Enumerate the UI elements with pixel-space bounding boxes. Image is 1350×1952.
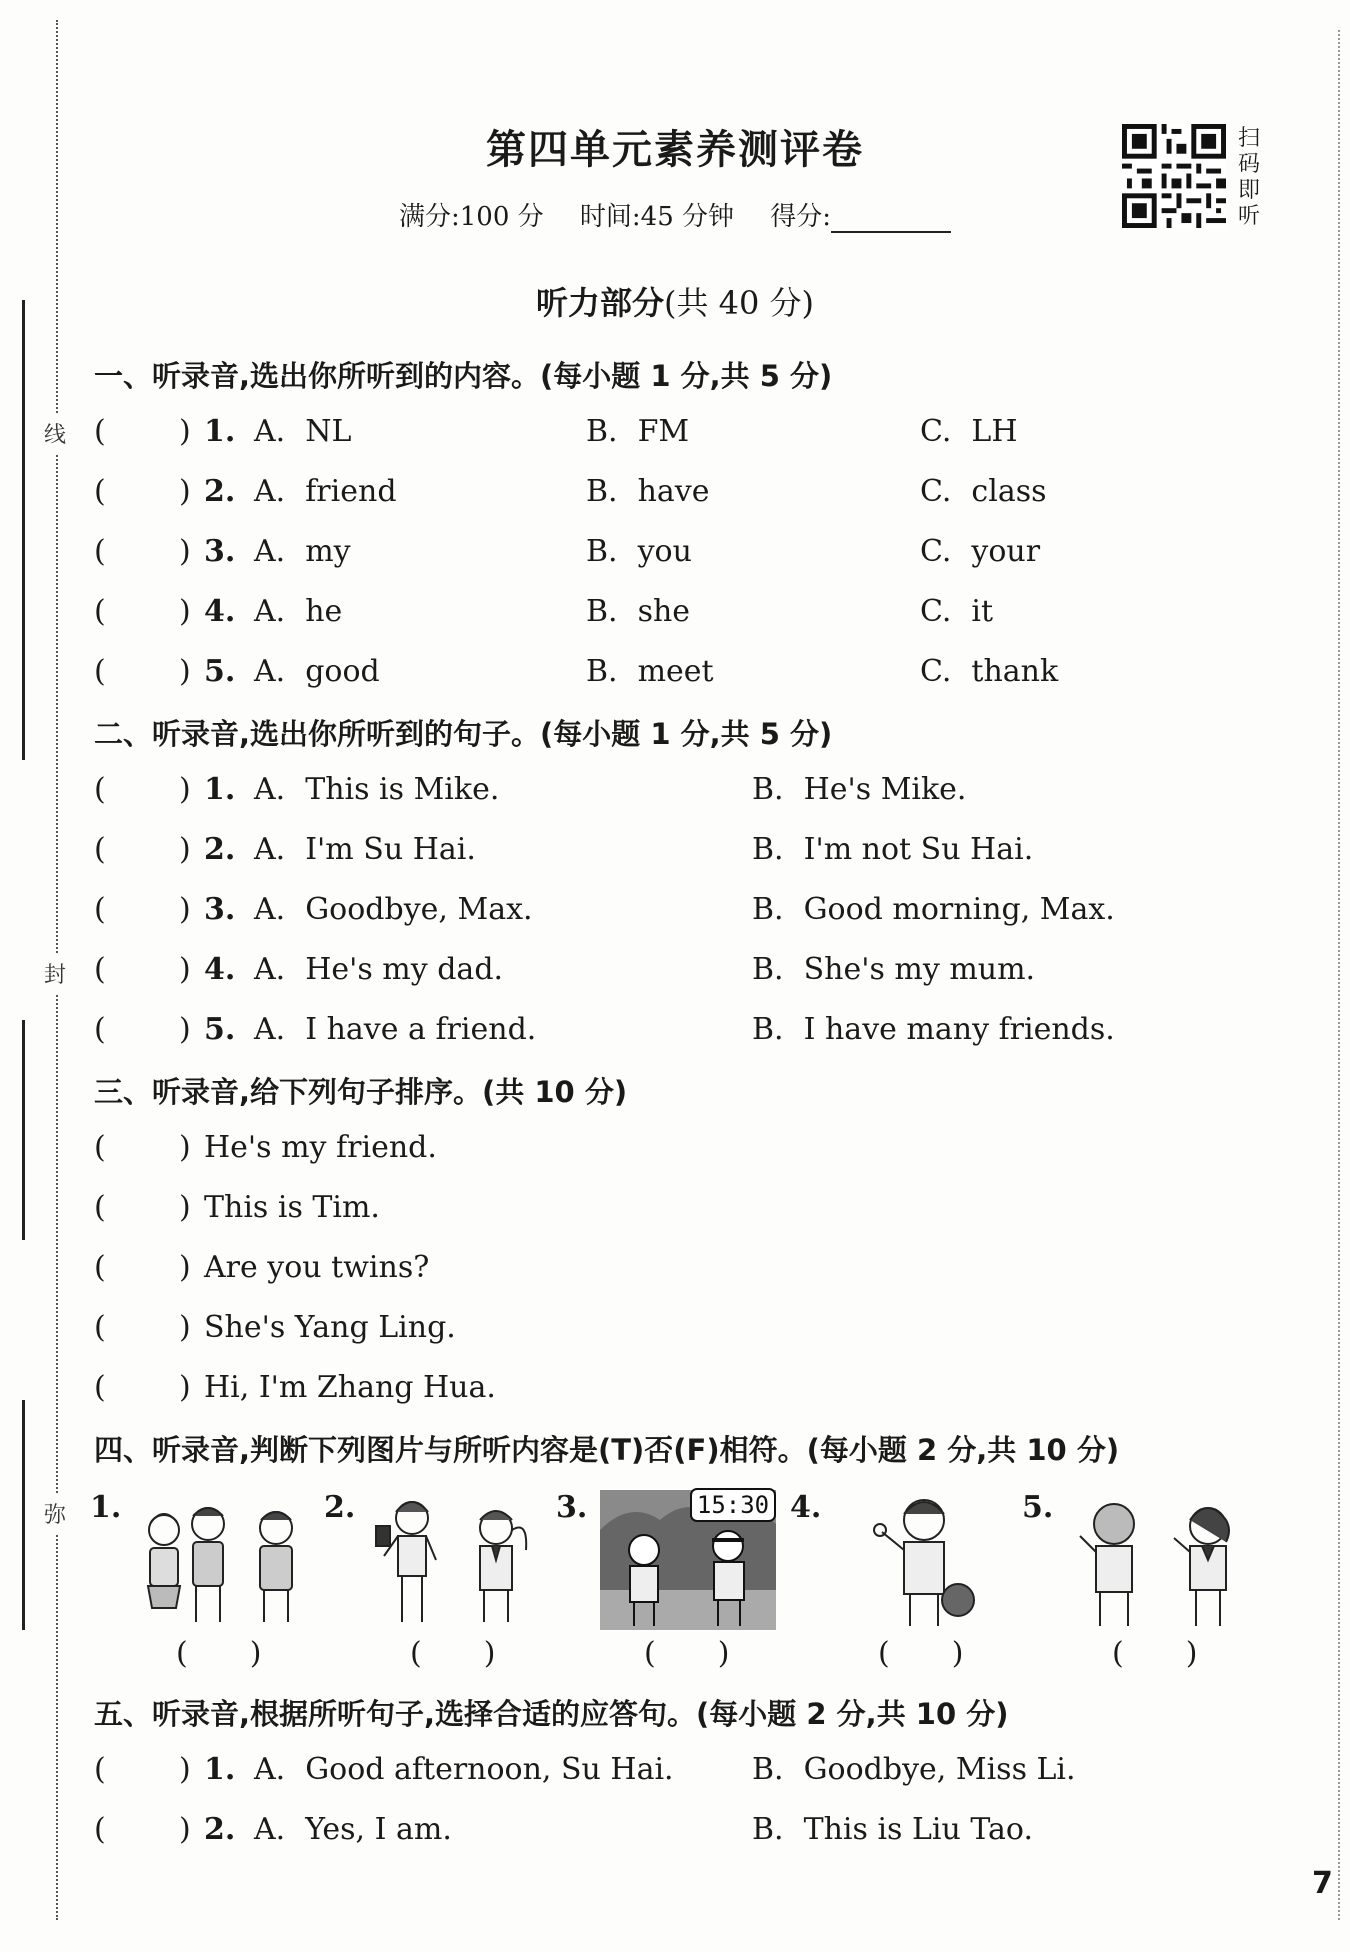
answer-paren-close: ) xyxy=(179,832,191,867)
question-number: 2. xyxy=(204,832,236,867)
question-number: 1. xyxy=(204,772,236,807)
section-points: (共 10 分) xyxy=(482,1075,628,1109)
option-a[interactable]: A. good xyxy=(254,654,380,689)
option-a[interactable]: A. I have a friend. xyxy=(254,1012,537,1047)
picture-number: 3. xyxy=(556,1490,588,1525)
answer-paren-close: ) xyxy=(179,892,191,927)
option-c[interactable]: C. class xyxy=(920,474,1047,509)
option-a[interactable]: A. my xyxy=(254,534,351,569)
section-points: (每小题 2 分,共 10 分) xyxy=(696,1697,1009,1731)
option-b[interactable]: B. meet xyxy=(586,654,714,689)
answer-paren-close: ) xyxy=(179,1250,191,1285)
answer-paren-close: ) xyxy=(179,474,191,509)
picture-boy-and-girl xyxy=(1064,1490,1250,1630)
section-points: (每小题 2 分,共 10 分) xyxy=(806,1433,1120,1467)
part-points: (共 40 分) xyxy=(663,284,815,322)
section-heading-text: 二、听录音,选出你所听到的句子。 xyxy=(94,717,541,751)
option-a[interactable]: A. he xyxy=(254,594,343,629)
score-blank[interactable] xyxy=(831,231,951,233)
option-b[interactable]: B. She's my mum. xyxy=(752,952,1036,987)
option-a[interactable]: A. Good afternoon, Su Hai. xyxy=(254,1752,674,1787)
ordering-sentence: This is Tim. xyxy=(204,1190,380,1225)
answer-paren[interactable]: ( ) xyxy=(644,1636,730,1671)
option-c[interactable]: C. thank xyxy=(920,654,1059,689)
section-4-heading xyxy=(94,1428,1119,1469)
answer-paren-open[interactable]: ( xyxy=(94,1012,106,1047)
qr-label-char: 听 xyxy=(1237,204,1260,229)
score-field xyxy=(770,202,951,232)
answer-paren-open[interactable]: ( xyxy=(94,1310,106,1345)
answer-paren-open[interactable]: ( xyxy=(94,892,106,927)
page-title: 第四单元素养测评卷 xyxy=(486,126,864,173)
question-number: 4. xyxy=(204,594,236,629)
picture-number: 2. xyxy=(324,1490,356,1525)
option-c[interactable]: C. LH xyxy=(920,414,1018,449)
option-b[interactable]: B. FM xyxy=(586,414,690,449)
margin-char-seal: 封 xyxy=(44,954,66,993)
answer-paren-open[interactable]: ( xyxy=(94,1752,106,1787)
question-number: 3. xyxy=(204,534,236,569)
section-5-heading xyxy=(94,1692,1009,1733)
qr-code-icon[interactable] xyxy=(1122,124,1226,228)
answer-paren-close: ) xyxy=(179,1752,191,1787)
margin-bar xyxy=(22,300,25,760)
option-b[interactable]: B. she xyxy=(586,594,691,629)
answer-paren-close: ) xyxy=(179,654,191,689)
option-b[interactable]: B. I'm not Su Hai. xyxy=(752,832,1034,867)
question-number: 4. xyxy=(204,952,236,987)
option-c[interactable]: C. it xyxy=(920,594,994,629)
answer-paren-open[interactable]: ( xyxy=(94,1250,106,1285)
picture-boy-waving xyxy=(860,1490,990,1630)
clock-time: 15:30 xyxy=(696,1491,770,1519)
option-a[interactable]: A. I'm Su Hai. xyxy=(254,832,476,867)
answer-paren-open[interactable]: ( xyxy=(94,772,106,807)
section-1-heading xyxy=(94,354,832,395)
answer-paren[interactable]: ( ) xyxy=(878,1636,964,1671)
clock-display xyxy=(690,1488,776,1522)
answer-paren-close: ) xyxy=(179,1812,191,1847)
full-score: 满分:100 分 xyxy=(398,202,544,232)
picture-girl-and-boy xyxy=(366,1490,546,1630)
ordering-sentence: Hi, I'm Zhang Hua. xyxy=(204,1370,496,1405)
answer-paren-open[interactable]: ( xyxy=(94,414,106,449)
section-points: (每小题 1 分,共 5 分) xyxy=(540,359,833,393)
part-title xyxy=(0,278,1350,324)
question-number: 3. xyxy=(204,892,236,927)
option-b[interactable]: B. you xyxy=(586,534,692,569)
answer-paren-open[interactable]: ( xyxy=(94,1370,106,1405)
score-label: 得分: xyxy=(770,202,832,232)
option-a[interactable]: A. Yes, I am. xyxy=(254,1812,452,1847)
margin-char-mi: 弥 xyxy=(44,1494,66,1533)
part-title-text: 听力部分 xyxy=(535,284,664,322)
answer-paren-close: ) xyxy=(179,594,191,629)
option-b[interactable]: B. have xyxy=(586,474,710,509)
option-a[interactable]: A. friend xyxy=(254,474,397,509)
answer-paren-close: ) xyxy=(179,1190,191,1225)
qr-label-char: 即 xyxy=(1237,178,1260,203)
margin-bar xyxy=(22,1020,25,1240)
section-heading-text: 五、听录音,根据所听句子,选择合适的应答句。 xyxy=(94,1697,697,1731)
answer-paren-close: ) xyxy=(179,772,191,807)
section-heading-text: 四、听录音,判断下列图片与所听内容是(T)否(F)相符。 xyxy=(94,1433,807,1467)
qr-label-char: 码 xyxy=(1237,152,1260,177)
qr-label xyxy=(1236,126,1262,230)
option-a[interactable]: A. Goodbye, Max. xyxy=(254,892,533,927)
answer-paren-open[interactable]: ( xyxy=(94,474,106,509)
picture-children-group xyxy=(136,1490,306,1630)
option-a[interactable]: A. NL xyxy=(254,414,352,449)
answer-paren[interactable]: ( ) xyxy=(176,1636,262,1671)
answer-paren-open[interactable]: ( xyxy=(94,594,106,629)
option-a[interactable]: A. He's my dad. xyxy=(254,952,504,987)
question-number: 2. xyxy=(204,1812,236,1847)
answer-paren-open[interactable]: ( xyxy=(94,832,106,867)
question-number: 1. xyxy=(204,1752,236,1787)
answer-paren[interactable]: ( ) xyxy=(1112,1636,1198,1671)
answer-paren-open[interactable]: ( xyxy=(94,1190,106,1225)
option-b[interactable]: B. Goodbye, Miss Li. xyxy=(752,1752,1076,1787)
answer-paren-close: ) xyxy=(179,952,191,987)
option-b[interactable]: B. He's Mike. xyxy=(752,772,967,807)
question-number: 5. xyxy=(204,1012,236,1047)
answer-paren-close: ) xyxy=(179,1130,191,1165)
option-b[interactable]: B. This is Liu Tao. xyxy=(752,1812,1033,1847)
option-c[interactable]: C. your xyxy=(920,534,1041,569)
answer-paren-open[interactable]: ( xyxy=(94,1130,106,1165)
margin-char-line: 线 xyxy=(44,414,66,453)
option-b[interactable]: B. I have many friends. xyxy=(752,1012,1115,1047)
page-number: 7 xyxy=(1312,1866,1333,1901)
margin-bar xyxy=(22,1400,25,1630)
section-points: (每小题 1 分,共 5 分) xyxy=(540,717,833,751)
answer-paren-close: ) xyxy=(179,1310,191,1345)
picture-number: 5. xyxy=(1022,1490,1054,1525)
picture-number: 1. xyxy=(90,1490,122,1525)
section-2-heading xyxy=(94,712,832,753)
ordering-sentence: She's Yang Ling. xyxy=(204,1310,456,1345)
question-number: 5. xyxy=(204,654,236,689)
answer-paren-close: ) xyxy=(179,1370,191,1405)
section-3-heading xyxy=(94,1070,627,1111)
section-heading-text: 一、听录音,选出你所听到的内容。 xyxy=(94,359,541,393)
picture-number: 4. xyxy=(790,1490,822,1525)
answer-paren-open[interactable]: ( xyxy=(94,952,106,987)
answer-paren-open[interactable]: ( xyxy=(94,1812,106,1847)
time-limit: 时间:45 分钟 xyxy=(579,202,734,232)
ordering-sentence: He's my friend. xyxy=(204,1130,437,1165)
answer-paren[interactable]: ( ) xyxy=(410,1636,496,1671)
option-a[interactable]: A. This is Mike. xyxy=(254,772,500,807)
option-b[interactable]: B. Good morning, Max. xyxy=(752,892,1115,927)
answer-paren-close: ) xyxy=(179,414,191,449)
question-number: 2. xyxy=(204,474,236,509)
answer-paren-open[interactable]: ( xyxy=(94,654,106,689)
answer-paren-close: ) xyxy=(179,534,191,569)
qr-label-char: 扫 xyxy=(1237,126,1260,151)
ordering-sentence: Are you twins? xyxy=(204,1250,430,1285)
section-heading-text: 三、听录音,给下列句子排序。 xyxy=(94,1075,483,1109)
question-number: 1. xyxy=(204,414,236,449)
answer-paren-open[interactable]: ( xyxy=(94,534,106,569)
answer-paren-close: ) xyxy=(179,1012,191,1047)
